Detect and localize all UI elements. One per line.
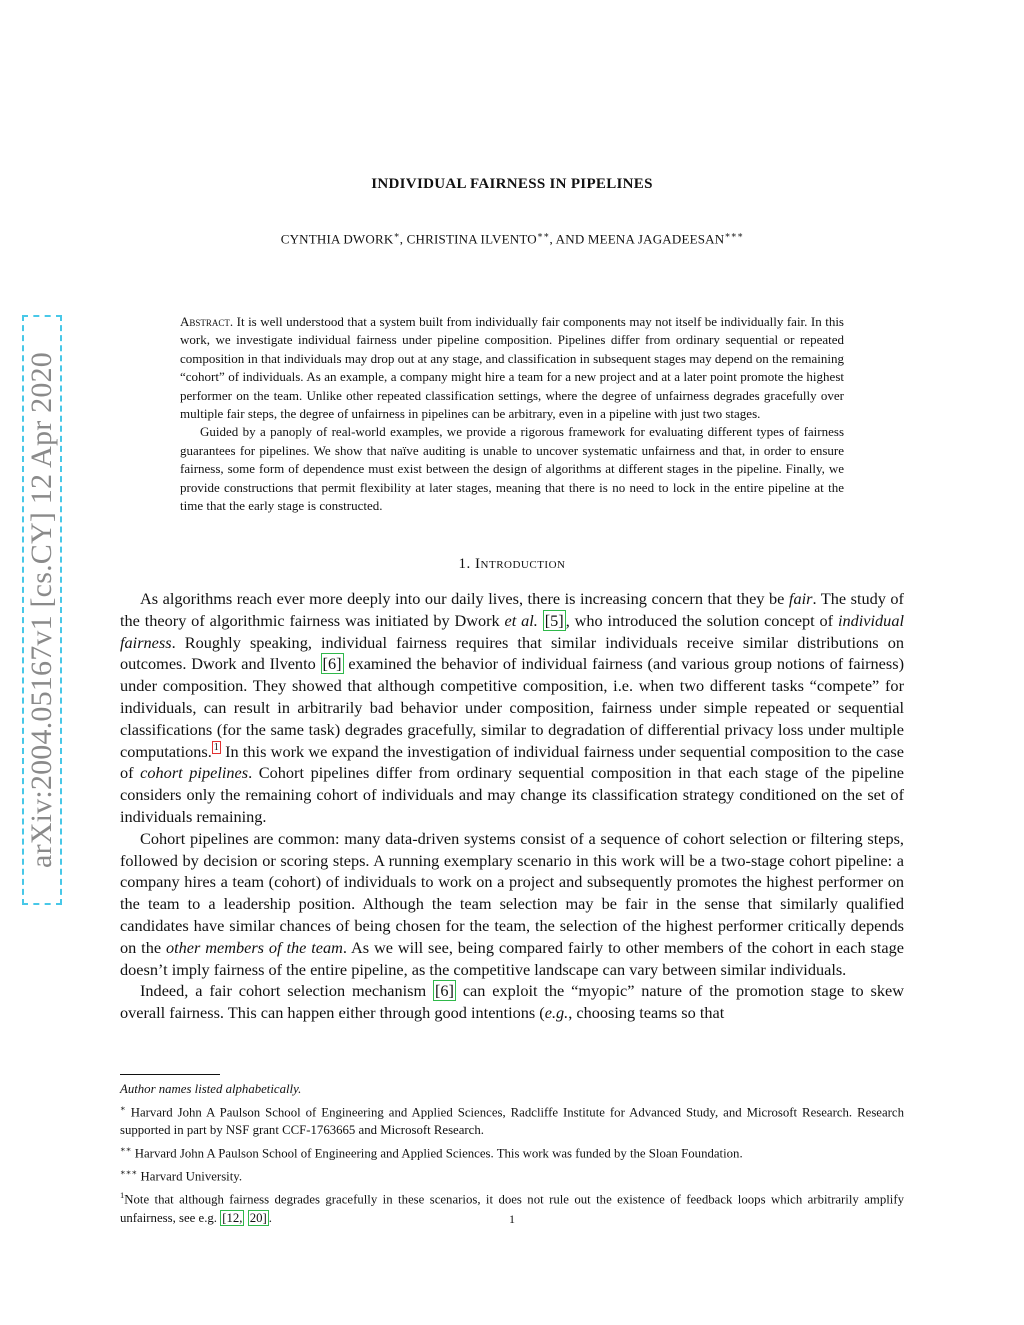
text-run: can exploit the “myopic” nature of the promotion stage to skew overall fairness. This can happen either through good intentions ( — [120, 981, 905, 1023]
arxiv-stamp — [22, 315, 62, 905]
text-run: . Roughly speaking, individual fairness requires that similar individuals receive similar distributions on outcomes. Dwork and Ilvento — [120, 632, 904, 674]
abstract-paragraph-2: Guided by a panoply of real-world examples, we provide a rigorous framework for evaluating different types of fairness guarantees for pipelines. We show that naïve auditing is unable to uncover systematic unfairness and that, in order to ensure fairness, some form of dependence must exist between the design of algorithms at different stages in the pipeline. Finally, we provide constructions that permit flexibility at later stages, meaning that there is no need to lock in the entire pipeline at the time that the early stage is constructed. — [180, 424, 844, 514]
emphasis: e.g. — [544, 1003, 569, 1023]
footnote-marker: ∗∗∗ — [120, 1166, 138, 1177]
footnote-dwork — [120, 1099, 904, 1140]
text-run: , choosing teams so that — [568, 1003, 725, 1023]
text-run: As algorithms reach ever more deeply into our daily lives, there is increasing concern that they be — [140, 589, 789, 608]
emphasis: fair — [788, 589, 813, 608]
section-number: 1. — [458, 556, 471, 572]
citation-link[interactable]: [12, — [222, 1210, 243, 1225]
text-run: . The study of the theory of algorithmic fairness was initiated by Dwork — [120, 589, 904, 630]
paper-title: INDIVIDUAL FAIRNESS IN PIPELINES — [371, 176, 653, 192]
footnotes — [120, 1080, 904, 1227]
author-line — [0, 230, 1024, 247]
emphasis: individual fairness — [120, 610, 904, 652]
author-separator: , — [399, 231, 407, 247]
abstract-paragraph-1 — [180, 313, 844, 423]
footnote-text: Note that although fairness degrades gracefully in these scenarios, it does not rule out the existence of feedback loops which arbitrarily amplify unfairness, see e.g. — [120, 1192, 904, 1225]
author-dwork: CYNTHIA DWORK — [280, 231, 394, 247]
footnote-jagadeesan — [120, 1163, 904, 1186]
introduction-body — [120, 588, 904, 1024]
emphasis: other members of the team — [165, 937, 343, 957]
text-run: . — [268, 1210, 272, 1225]
text-run: Cohort pipelines are common: many data-driven systems consist of a sequence of cohort selection or filtering steps, followed by decision or scoring steps. A running exemplary scenario in this work will be a two-stage cohort pipeline: a company hires a team (cohort) of individuals to work on a project and subsequently promotes the highest performer on the team to a leadership position. Although the team selection may be fair in the sense that similarly qualified candidates have similar chances of being chosen for the team, the selection of the highest performer critically depends on the — [120, 828, 904, 957]
emphasis: cohort pipelines — [140, 763, 249, 783]
footnote-marker: ∗∗ — [120, 1144, 132, 1155]
section-heading — [0, 556, 1024, 573]
text-run: Indeed, a fair cohort selection mechanism — [140, 981, 433, 1001]
author-marker: ∗∗ — [536, 230, 550, 240]
intro-paragraph-1 — [120, 588, 904, 828]
text-run: In this work we expand the investigation of individual fairness under sequential composition to the case of — [120, 741, 904, 783]
emphasis: et al. — [504, 610, 538, 630]
footnote-marker: ∗ — [120, 1102, 126, 1113]
citation-link[interactable]: [5] — [544, 610, 564, 630]
footnote-rule — [120, 1074, 220, 1075]
abstract-text-1: It is well understood that a system built from individually fair components may not itself be individually fair. In this work, we investigate individual fairness under pipeline composition. Pipelines differ from ordinary sequential or repeated composition in that individuals may drop out at any stage, and classification in subsequent stages may depend on the remaining “cohort” of individuals. As an example, a company might hire a team for a new project and at a later point promote the highest performer on the team. Unlike other repeated classification settings, where the degree of unfairness degrades gracefully over multiple fair steps, the degree of unfairness in pipelines can be arbitrary, even in a pipeline with just two stages. — [180, 314, 844, 422]
author-marker: ∗ — [393, 230, 400, 240]
author-order-note: Author names listed alphabetically. — [120, 1082, 302, 1096]
intro-paragraph-2 — [120, 828, 904, 981]
text-run: examined the behavior of individual fairness (and various group notions of fairness) under composition. They showed that although competitive composition, i.e. when two different tasks “compete” for individuals, can result in arbitrarily bad behavior under composition, fairness under simple repeated or sequential classifications (for the same task) degrades gracefully, similar to degradation of differential privacy loss under multiple computations. — [120, 654, 904, 761]
citation-link[interactable]: [6] — [434, 981, 454, 1001]
footnote-text: Harvard University. — [137, 1169, 243, 1184]
section-title: Introduction — [475, 556, 566, 572]
author-ilvento: CHRISTINA ILVENTO — [406, 231, 537, 247]
footnote-link[interactable]: 1 — [213, 742, 219, 754]
author-jagadeesan: MEENA JAGADEESAN — [587, 231, 725, 247]
abstract-label: Abstract. — [180, 314, 234, 329]
author-note — [120, 1080, 904, 1099]
footnote-marker: 1 — [120, 1189, 125, 1200]
footnote-text: Harvard John A Paulson School of Engineering and Applied Sciences. This work was funded by the Sloan Foundation. — [131, 1146, 743, 1161]
text-run: . As we will see, being compared fairly to other members of the cohort in each stage doesn’t imply fairness of the entire pipeline, as the competitive landscape can vary between similar individuals. — [120, 937, 904, 979]
citation-link[interactable]: 20] — [249, 1210, 267, 1225]
intro-paragraph-3 — [120, 980, 904, 1024]
footnote-text: Harvard John A Paulson School of Engineering and Applied Sciences, Radcliffe Institute for Advanced Study, and Microsoft Research. Research supported in part by NSF grant CCF-1763665 and Microsoft Research. — [120, 1104, 904, 1138]
author-separator: , AND — [549, 231, 588, 247]
arxiv-identifier: arXiv:2004.05167v1 [cs.CY] 12 Apr 2020 — [25, 352, 58, 868]
footnote-ilvento — [120, 1140, 904, 1163]
abstract — [180, 313, 844, 515]
author-marker: ∗∗∗ — [724, 230, 744, 240]
text-run: . Cohort pipelines differ from ordinary sequential composition in that each stage of the pipeline considers only the remaining cohort of individuals and may change its classification strategy conditioned on the set of individuals remaining. — [120, 763, 905, 826]
text-run: , who introduced the solution concept of — [565, 610, 838, 630]
citation-link[interactable]: [6] — [322, 654, 342, 674]
page-number: 1 — [509, 1212, 515, 1226]
